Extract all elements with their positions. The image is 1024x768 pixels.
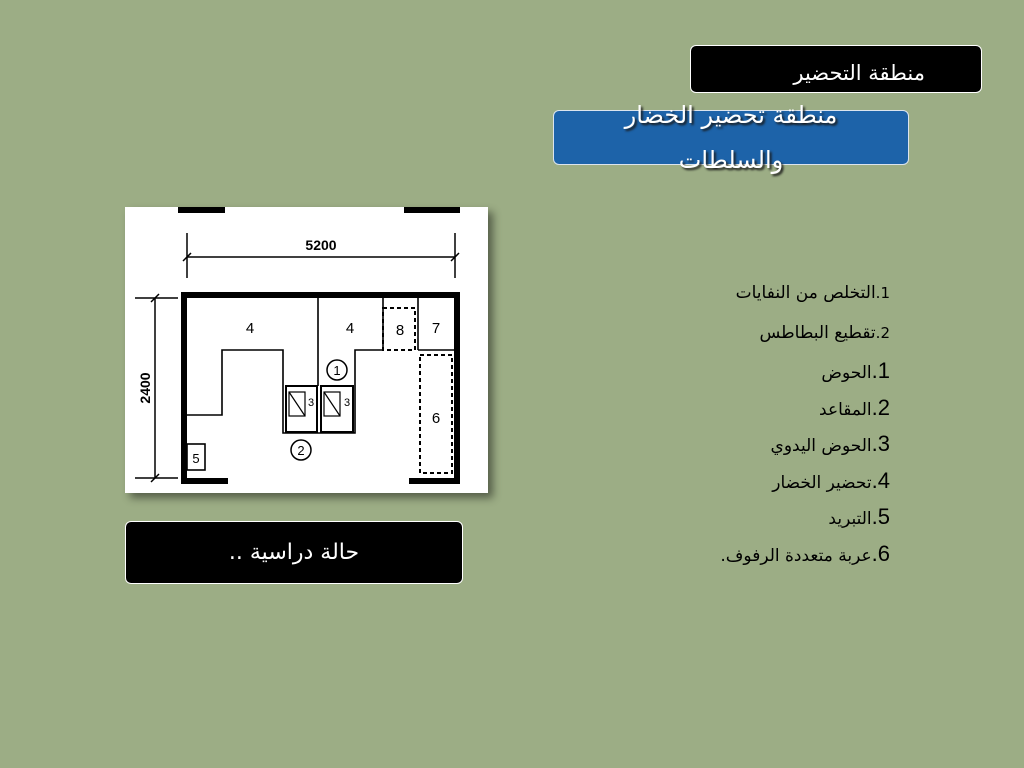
unit-6-label: 6 bbox=[431, 410, 441, 427]
list-item-label: تحضير الخضار bbox=[772, 472, 872, 493]
wall-top bbox=[181, 292, 460, 298]
subheader-line-1: منطقة تحضير الخضار bbox=[624, 101, 838, 129]
list-item-number: 1. bbox=[875, 284, 890, 302]
sink-left bbox=[286, 386, 317, 432]
counter-right-label: 4 bbox=[345, 320, 355, 337]
section-header-title: منطقة التحضير bbox=[793, 61, 925, 85]
sink-right bbox=[321, 386, 353, 432]
marker-2-label: 2 bbox=[297, 443, 305, 458]
wall-bottom-left bbox=[181, 478, 228, 484]
list-item-label: التخلص من النفايات bbox=[735, 283, 876, 303]
list-item-number: 1. bbox=[871, 358, 890, 383]
list-item bbox=[560, 353, 890, 390]
marker-1-label: 1 bbox=[333, 363, 341, 378]
legend-list bbox=[560, 273, 890, 572]
section-header-box bbox=[690, 45, 982, 93]
list-item-label: المقاعد bbox=[819, 399, 872, 420]
sink-right-label: 3 bbox=[343, 397, 351, 409]
counter-left-label: 4 bbox=[245, 320, 255, 337]
wall-top-right-stub bbox=[404, 207, 460, 213]
width-dimension-label: 5200 bbox=[305, 237, 337, 253]
list-item-label: الحوض bbox=[821, 363, 872, 383]
list-item bbox=[560, 313, 890, 353]
wall-bottom-right bbox=[409, 478, 460, 484]
list-item bbox=[560, 463, 890, 500]
list-item-label: التبريد bbox=[828, 509, 872, 529]
subheader-title bbox=[554, 93, 908, 183]
list-item bbox=[560, 273, 890, 313]
list-item-label: عربة متعددة الرفوف. bbox=[720, 545, 872, 566]
case-study-label: حالة دراسية .. bbox=[228, 540, 360, 565]
list-item-label: الحوض اليدوي bbox=[770, 436, 872, 456]
list-item-number: 2. bbox=[871, 394, 890, 420]
list-item-number: 3. bbox=[871, 431, 890, 456]
wall-left bbox=[181, 292, 187, 484]
unit-8-label: 8 bbox=[395, 322, 405, 339]
floor-plan-image bbox=[125, 207, 488, 493]
depth-dimension-label: 2400 bbox=[137, 372, 153, 404]
subheader-box bbox=[553, 101, 909, 174]
list-item bbox=[560, 499, 890, 536]
case-study-box bbox=[125, 521, 463, 584]
unit-7-label: 7 bbox=[431, 320, 441, 337]
list-item-number: 2. bbox=[875, 324, 890, 342]
sink-left-label: 3 bbox=[307, 397, 315, 409]
subheader-line-2: والسلطات bbox=[678, 146, 784, 174]
list-item bbox=[560, 390, 890, 427]
list-item bbox=[560, 536, 890, 573]
list-item-number: 6. bbox=[871, 540, 890, 566]
wall-right bbox=[454, 292, 460, 484]
list-item bbox=[560, 426, 890, 463]
list-item-number: 4. bbox=[871, 467, 890, 493]
sink-right-diagonal bbox=[324, 392, 340, 416]
wall-top-left-stub bbox=[178, 207, 225, 213]
list-item-number: 5. bbox=[871, 504, 890, 529]
sink-left-diagonal bbox=[289, 392, 305, 416]
floor-plan-drawing bbox=[125, 207, 488, 493]
unit-5-label: 5 bbox=[192, 451, 200, 466]
list-item-label: تقطيع البطاطس bbox=[759, 323, 876, 343]
